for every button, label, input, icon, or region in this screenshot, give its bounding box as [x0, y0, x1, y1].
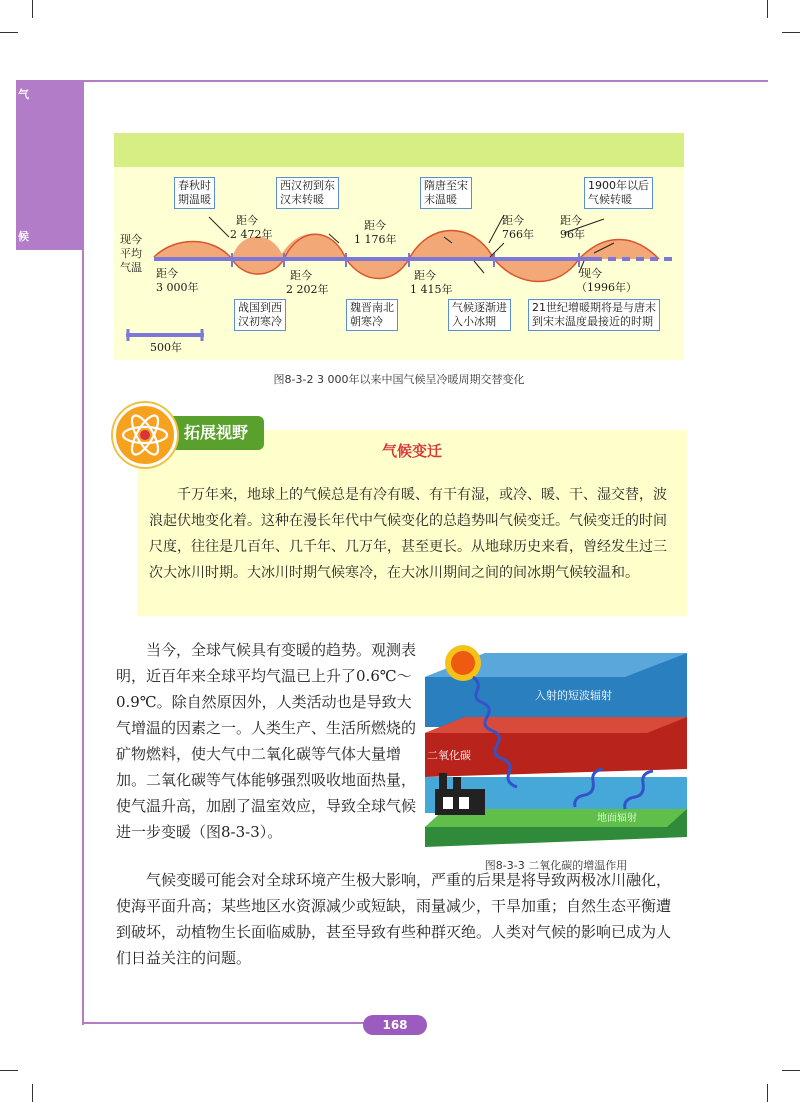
mark-2202: 距今 2 202年 — [286, 269, 329, 296]
period-suitang: 隋唐至宋 末温暖 — [420, 177, 472, 209]
mark-766: 距今 766年 — [502, 214, 534, 241]
body-paragraph-2: 气候变暖可能会对全球环境产生极大影响，严重的后果是将导致两极冰川融化，使海平面升高；某些地区水资源减少或短缺，雨量减少，干旱加重；自然生态平衡遭到破坏，动植物生长面临威胁，甚至导致有些种群灭绝。人类对气候的影响已成为人们日益关注的问题。 — [116, 871, 672, 967]
extension-panel — [137, 430, 687, 616]
extension-text: 千万年来，地球上的气候总是有冷有暖、有干有湿，或冷、暖、干、湿交替，波浪起伏地变化着。这种在漫长年代中气候变化的总趋势叫气候变迁。气候变迁的时间尺度，往往是几百年、几千年、几万年，甚至更长。从地球历史来看，曾经发生过三次大冰川时期。大冰川时期气候寒冷，在大冰川期间之间的间冰期气候较温和。 — [149, 487, 667, 581]
mark-2472: 距今 2 472年 — [230, 214, 273, 241]
margin-rule — [82, 80, 84, 1025]
crop-mark — [767, 1084, 768, 1102]
mark-now: 现今 （1996年） — [576, 267, 637, 294]
axis-label: 现今 平均 气温 — [120, 233, 142, 274]
page-number: 168 — [363, 1015, 427, 1035]
side-tab — [16, 80, 82, 250]
side-tab-char-bottom: 候 — [18, 230, 29, 243]
crop-mark — [0, 32, 18, 33]
period-weijin: 魏晋南北 朝寒冷 — [346, 299, 398, 331]
crop-mark — [782, 1070, 800, 1071]
ground-radiation-label: 地面辐射 — [597, 813, 637, 824]
figure-832-caption: 图8-3-2 3 000年以来中国气候呈冷暖周期交替变化 — [273, 373, 525, 386]
period-chunqiu: 春秋时 期温暖 — [174, 177, 215, 209]
side-tab-char-top: 气 — [18, 88, 29, 101]
body-paragraph-1: 当今，全球气候具有变暖的趋势。观测表明，近百年来全球平均气温已上升了0.6℃～0.9℃。除自然原因外，人类活动也是导致大气增温的因素之一。人类生产、生活所燃烧的矿物燃料，使大气中二氧化碳等气体大量增加。二氧化碳等气体能够强烈吸收地面热量，使气温升高，加剧了温室效应，导致全球气候进一步变暖（图8-3-3）。 — [116, 641, 417, 841]
scale-label: 500年 — [150, 341, 182, 354]
figure-833-caption: 图8-3-3 二氧化碳的增温作用 — [484, 859, 628, 872]
greenhouse-effect-figure — [425, 637, 687, 847]
extension-title: 气候变迁 — [381, 442, 442, 460]
crop-mark — [32, 1084, 33, 1102]
period-zhanguo: 战国到西 汉初寒冷 — [234, 299, 286, 331]
mark-3000: 距今 3 000年 — [156, 267, 199, 294]
mark-96: 距今 96年 — [560, 214, 585, 241]
crop-mark — [32, 0, 33, 18]
extension-badge-label: 拓展视野 — [158, 416, 264, 450]
crop-mark — [0, 1070, 18, 1071]
co2-label: 二氧化碳 — [427, 749, 471, 762]
header-rule — [82, 80, 768, 82]
period-xihan: 西汉初到东 汉末转暖 — [276, 177, 339, 209]
atom-icon — [113, 403, 177, 467]
crop-mark — [782, 32, 800, 33]
crop-mark — [767, 0, 768, 18]
mark-1415: 距今 1 415年 — [410, 269, 453, 296]
incoming-radiation-label: 入射的短波辐射 — [535, 689, 612, 702]
mark-1176: 距今 1 176年 — [354, 219, 397, 246]
period-21c: 21世纪增暖期将是与唐末 到宋末温度最接近的时期 — [528, 299, 660, 331]
period-1900: 1900年以后 气候转暖 — [584, 177, 653, 209]
climate-cycle-figure — [114, 133, 684, 360]
period-xiaobing: 气候逐渐进 入小冰期 — [448, 299, 511, 331]
footer-rule — [82, 1022, 364, 1024]
